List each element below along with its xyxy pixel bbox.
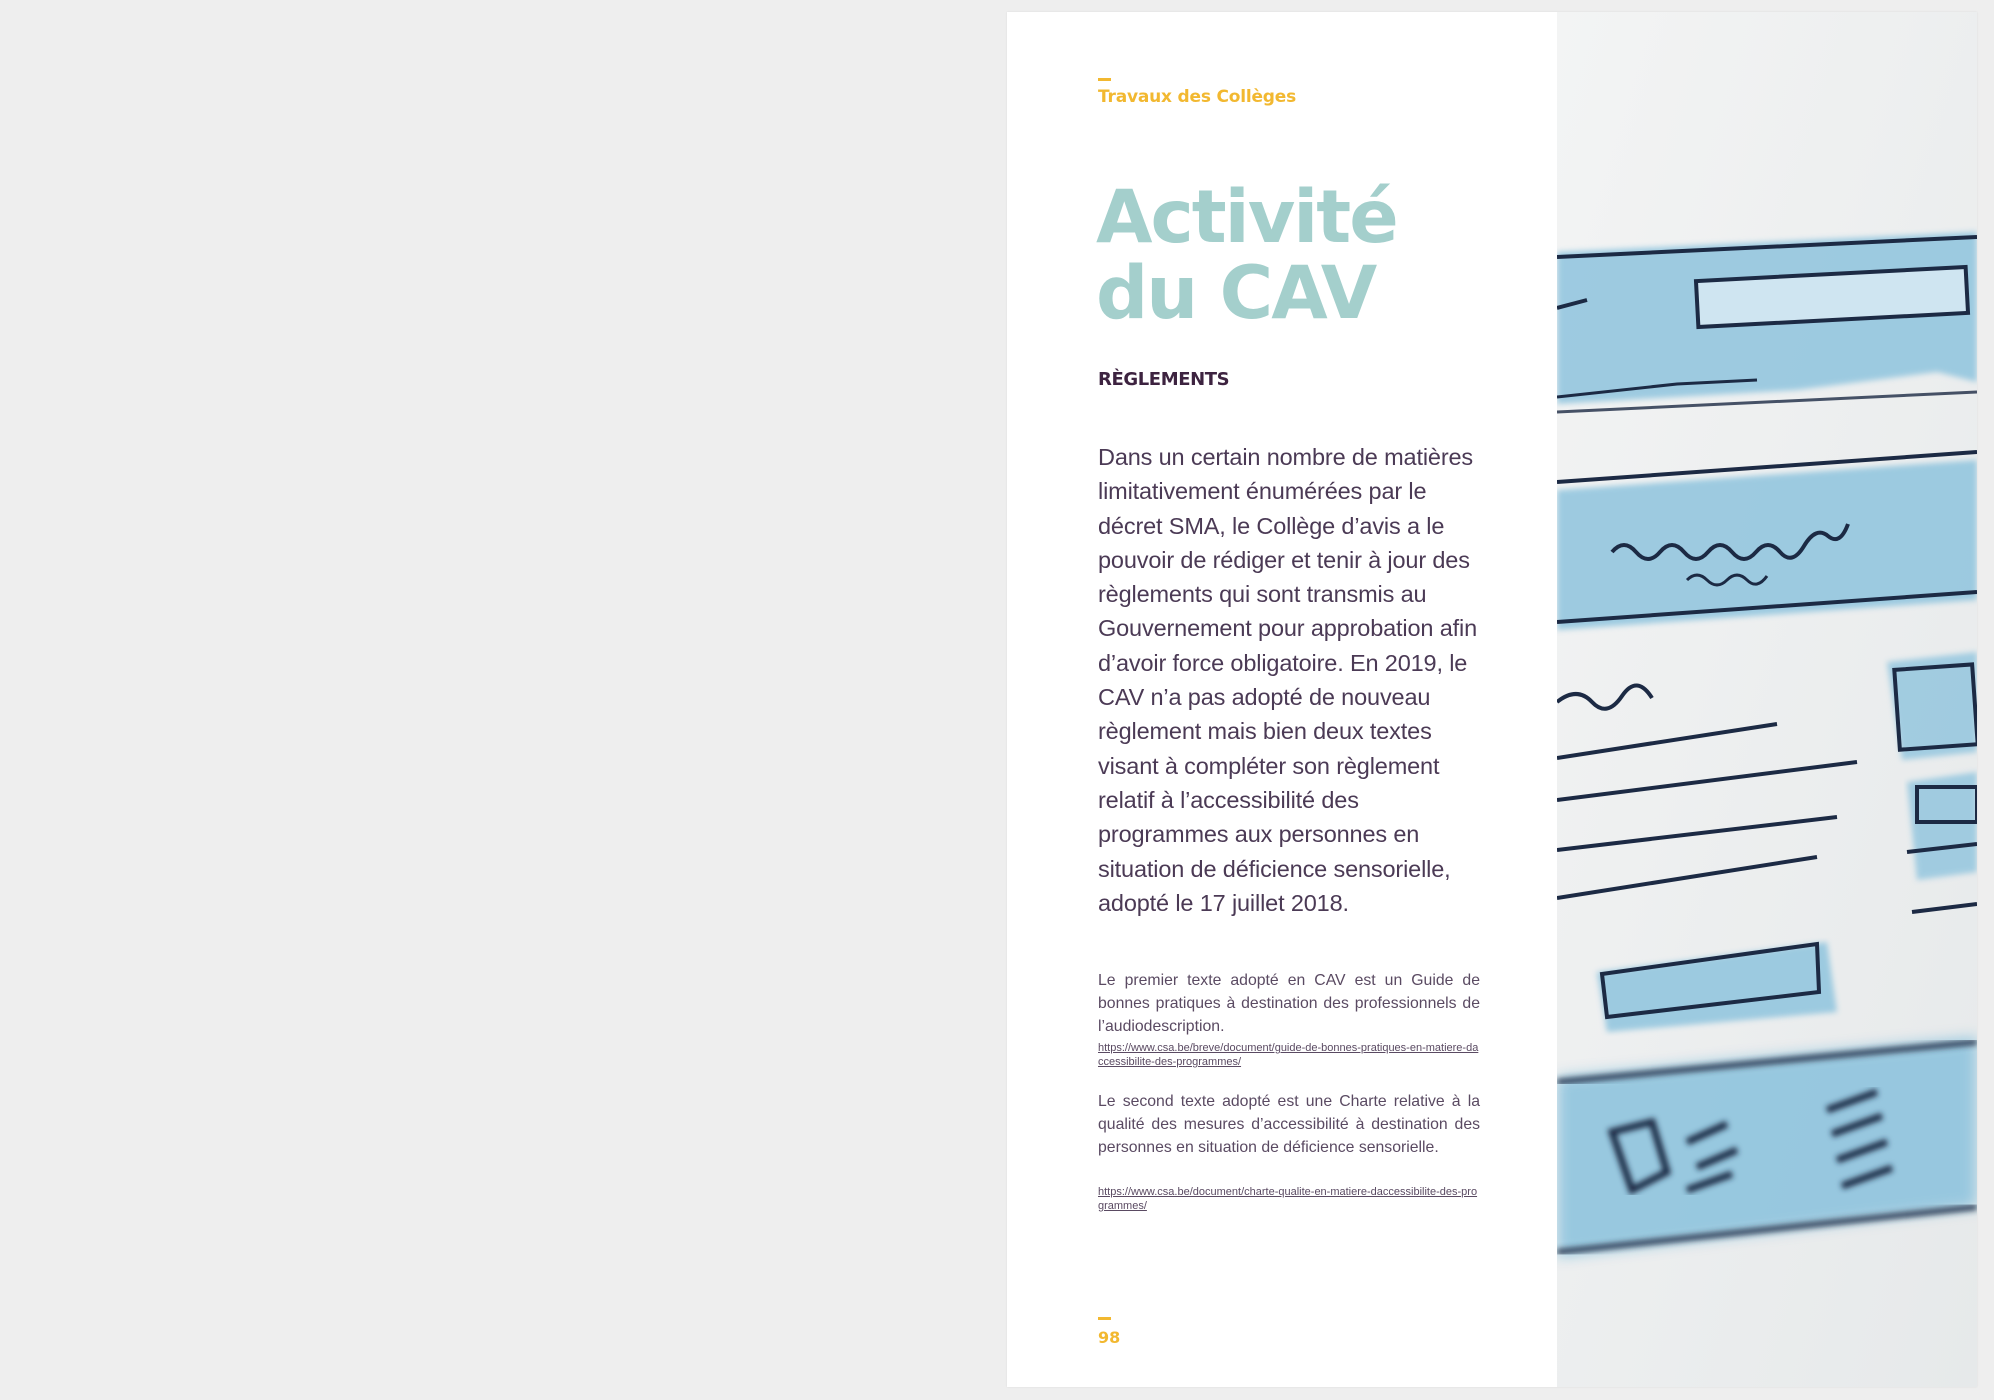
page-number: 98 xyxy=(1098,1328,1121,1347)
section-subheading: RÈGLEMENTS xyxy=(1098,369,1230,390)
wireframe-sketch-illustration xyxy=(1557,12,1977,1387)
note-link-2[interactable]: https://www.csa.be/document/charte-qualite-en-matiere-daccessibilite-des-programmes/ xyxy=(1098,1186,1478,1212)
wireframe-sketch-photo xyxy=(1557,12,1977,1387)
note-link-1[interactable]: https://www.csa.be/breve/document/guide-de-bonnes-pratiques-en-matiere-daccessibilite-des-programmes/ xyxy=(1098,1042,1479,1068)
page-title xyxy=(1096,175,1397,336)
document-page xyxy=(1007,12,1977,1387)
footer-dash xyxy=(1098,1317,1111,1320)
lead-paragraph: Dans un certain nombre de matières limitativement énumérées par le décret SMA, le Collège d’avis a le pouvoir de rédiger et tenir à jour des règlements qui sont transmis au Gouvernement pour approbation afin d’avoir force obligatoire. En 2019, le CAV n’a pas adopté de nouveau règlement mais bien deux textes visant à compléter son règlement relatif à l’accessibilité des programmes aux personnes en situation de déficience sensorielle, adopté le 17 juillet 2018. xyxy=(1098,444,1477,916)
text-column xyxy=(1098,12,1488,1387)
note-paragraph-1: Le premier texte adopté en CAV est un Guide de bonnes pratiques à destination des professionnels de l’audiodescription. xyxy=(1098,972,1480,1035)
page-title-line-1: Activité xyxy=(1096,175,1397,260)
section-label: Travaux des Collèges xyxy=(1098,87,1297,107)
note-paragraph-2: Le second texte adopté est une Charte relative à la qualité des mesures d’accessibilité à destination des personnes en situation de déficience sensorielle. xyxy=(1098,1093,1480,1156)
page-title-line-2: du CAV xyxy=(1096,251,1376,336)
section-dash xyxy=(1098,78,1111,81)
